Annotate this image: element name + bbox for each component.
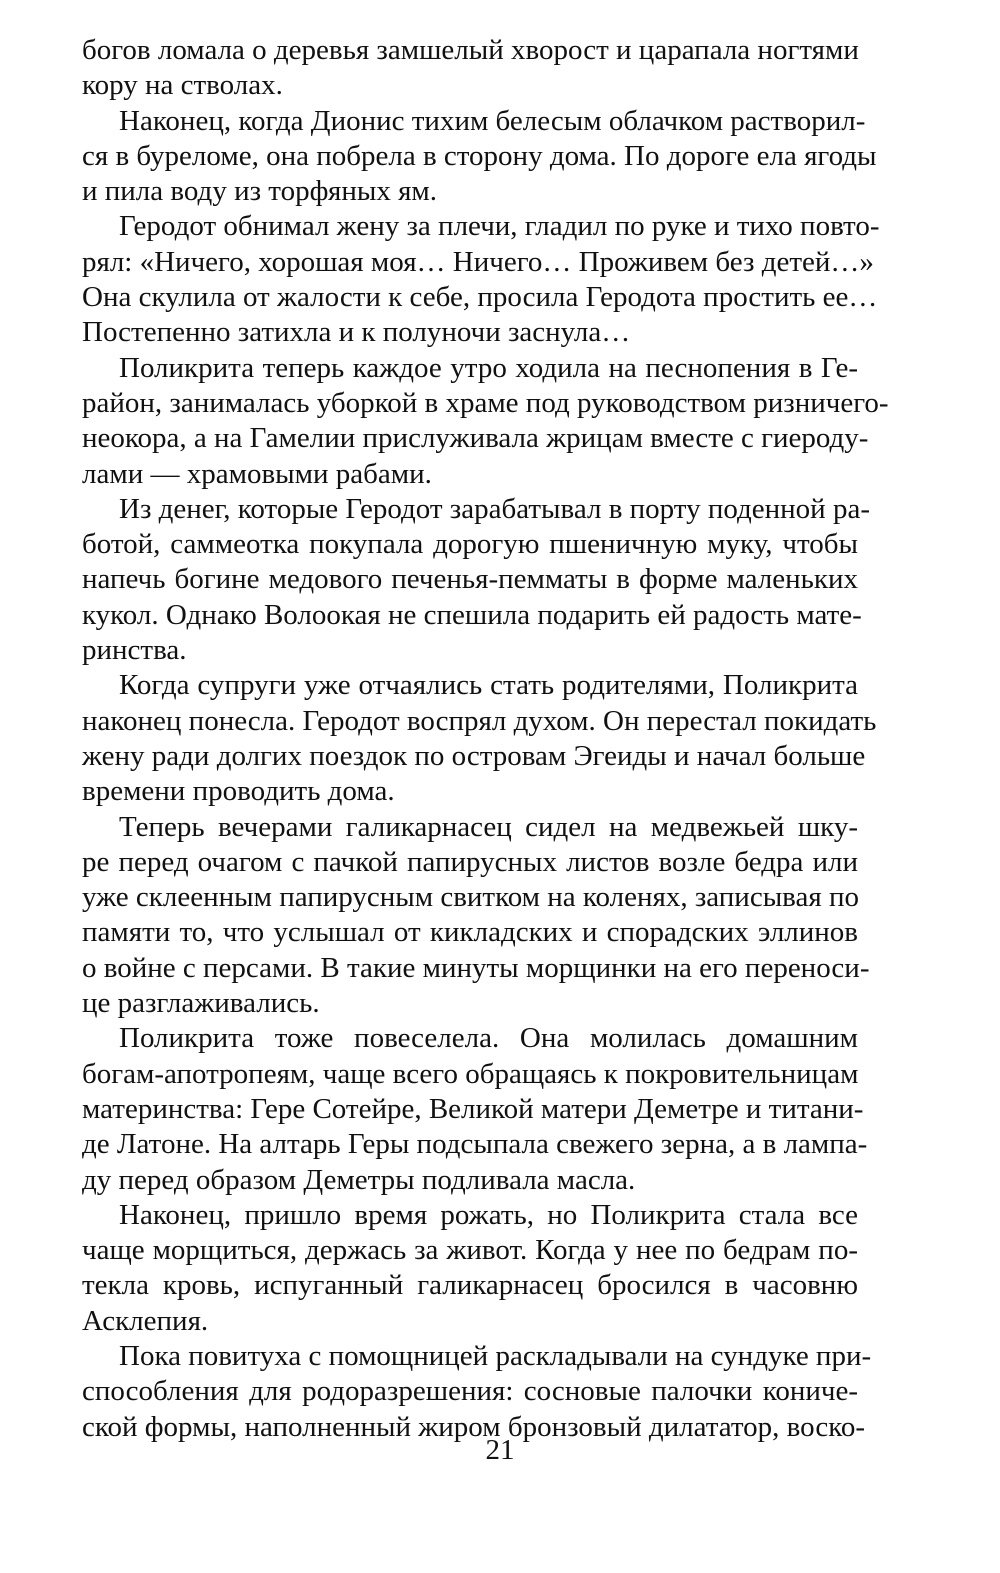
text-line: Асклепия. — [82, 1304, 209, 1337]
text-line: уже склеенным папирусным свитком на коленях, записывая по — [82, 881, 859, 914]
text-line: чаще морщиться, держась за живот. Когда у нее по бедрам по- — [82, 1234, 858, 1267]
text-line: Когда супруги уже отчаялись стать родителями, Поликрита — [119, 669, 858, 702]
text-line: Пока повитуха с помощницей раскладывали на сундуке при- — [119, 1339, 872, 1372]
text-line: Постепенно затихла и к полуночи заснула… — [82, 316, 631, 349]
text-line: богам-апотропеям, чаще всего обращаясь к покровительницам — [82, 1057, 859, 1090]
text-line: Наконец, пришло время рожать, но Поликрита стала все — [119, 1198, 858, 1231]
text-line: о войне с персами. В такие минуты морщинки на его переноси- — [82, 951, 870, 984]
text-line: ринства. — [82, 634, 187, 667]
body-text — [82, 33, 889, 1445]
text-line: Поликрита тоже повеселела. Она молилась домашним — [119, 1022, 858, 1055]
text-line: времени проводить дома. — [82, 775, 395, 808]
text-line: способления для родоразрешения: сосновые палочки кониче- — [82, 1375, 858, 1408]
text-line: ре перед очагом с пачкой папирусных листов возле бедра или — [82, 845, 858, 878]
text-line: богов ломала о деревья замшелый хворост и царапала ногтями — [82, 34, 859, 66]
text-line: ской формы, наполненный жиром бронзовый дилататор, воско- — [82, 1410, 866, 1443]
text-line: напечь богине медового печенья-пемматы в форме маленьких — [82, 563, 858, 596]
text-line: текла кровь, испуганный галикарнасец бросился в часовню — [82, 1269, 858, 1302]
text-line: рял: «Ничего, хорошая моя… Ничего… Проживем без детей…» — [82, 245, 874, 278]
text-line: лами — храмовыми рабами. — [82, 457, 432, 490]
text-line: Поликрита теперь каждое утро ходила на песнопения в Ге- — [119, 351, 858, 384]
page-number: 21 — [485, 1434, 515, 1466]
text-line: Из денег, которые Геродот зарабатывал в порту поденной ра- — [119, 492, 870, 525]
text-line: наконец понесла. Геродот воспрял духом. Он перестал покидать — [82, 704, 877, 737]
text-line: Теперь вечерами галикарнасец сидел на медвежьей шку- — [119, 810, 858, 843]
text-line: памяти то, что услышал от кикладских и спорадских эллинов — [82, 916, 858, 949]
text-line: материнства: Гере Сотейре, Великой матери Деметре и титани- — [82, 1092, 864, 1125]
text-line: район, занималась уборкой в храме под руководством ризничего- — [82, 386, 889, 419]
text-line: жену ради долгих поездок по островам Эгеиды и начал больше — [82, 739, 866, 772]
text-line: Наконец, когда Дионис тихим белесым облачком растворил- — [119, 104, 866, 137]
text-line: де Латоне. На алтарь Геры подсыпала свежего зерна, а в лампа- — [82, 1128, 868, 1161]
text-line: кукол. Однако Волоокая не спешила подарить ей радость мате- — [82, 598, 862, 631]
text-line: кору на стволах. — [82, 69, 283, 102]
text-line: ся в буреломе, она побрела в сторону дома. По дороге ела ягоды — [82, 139, 877, 172]
text-line: це разглаживались. — [82, 987, 320, 1020]
text-line: Геродот обнимал жену за плечи, гладил по руке и тихо повто- — [119, 210, 880, 243]
text-line: Она скулила от жалости к себе, просила Геродота простить ее… — [82, 281, 878, 314]
text-line: ботой, саммеотка покупала дорогую пшеничную муку, чтобы — [82, 528, 858, 561]
text-line: неокора, а на Гамелии прислуживала жрицам вместе с гиероду- — [82, 422, 869, 455]
text-line: ду перед образом Деметры подливала масла. — [82, 1163, 636, 1196]
text-line: и пила воду из торфяных ям. — [82, 175, 438, 208]
